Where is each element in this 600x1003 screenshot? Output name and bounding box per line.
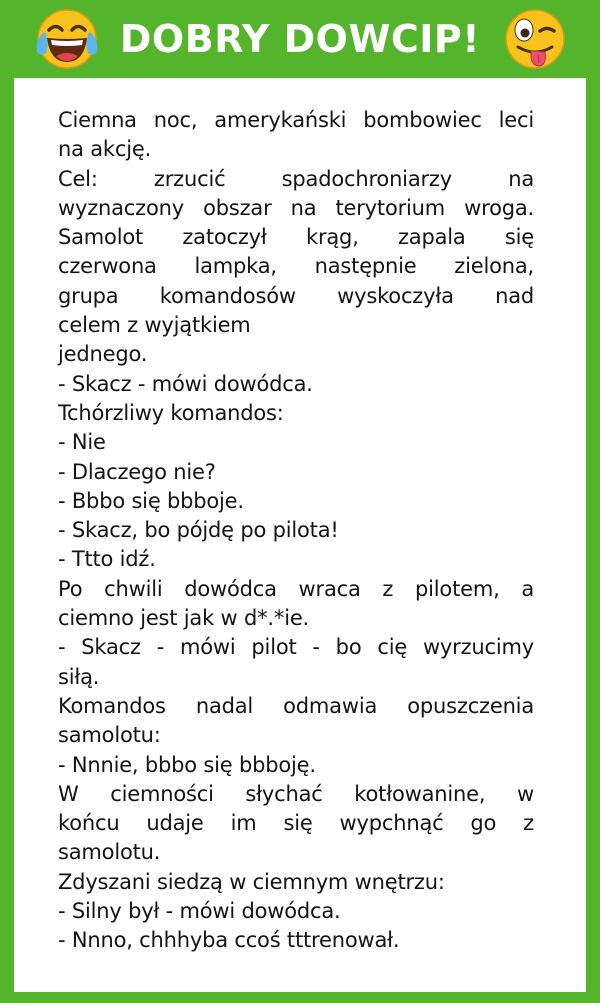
joke-line: ciemno jest jak w d*.*ie.: [58, 606, 310, 631]
joke-line: wyznaczony obszar na terytorium wroga.: [58, 195, 534, 220]
joke-line: - Bbbo się bbboje.: [58, 488, 244, 513]
joke-line: Samolot zatoczył krąg, zapala się: [58, 225, 534, 250]
joke-line: - Ttto idź.: [58, 547, 156, 572]
joke-line: - Nnno, chhhyba ccoś tttrenował.: [58, 928, 400, 953]
joke-line: grupa komandosów wyskoczyła nad: [58, 283, 534, 308]
joke-line: czerwona lampka, następnie zielona,: [58, 254, 534, 279]
joke-line: końcu udaje im się wypchnąć go z: [58, 811, 534, 836]
joke-line: na akcję.: [58, 137, 152, 162]
joke-line: jednego.: [58, 342, 148, 367]
joke-line: - Skacz - mówi pilot - bo cię wyrzucimy: [58, 635, 534, 660]
joke-line: samolotu.: [58, 840, 161, 865]
header-banner: [0, 0, 600, 78]
joke-line: Zdyszani siedzą w ciemnym wnętrzu:: [58, 869, 445, 894]
joke-line: Komandos nadal odmawia opuszczenia: [58, 693, 534, 718]
joke-line: Po chwili dowódca wraca z pilotem, a: [58, 576, 534, 601]
joke-line: - Skacz, bo pójdę po pilota!: [58, 518, 339, 543]
page-title: DOBRY DOWCIP!: [119, 17, 481, 61]
joke-line: - Nie: [58, 430, 106, 455]
joke-line: - Skacz - mówi dowódca.: [58, 371, 313, 396]
joke-line: - Nnnie, bbbo się bbboję.: [58, 752, 316, 777]
joke-line: Tchórzliwy komandos:: [58, 400, 284, 425]
joke-line: Ciemna noc, amerykański bombowiec leci: [58, 108, 534, 132]
joke-line: siłą.: [58, 664, 100, 689]
joke-line: Cel: zrzucić spadochroniarzy na: [58, 166, 534, 191]
joke-line: - Silny był - mówi dowódca.: [58, 899, 341, 924]
joke-line: W ciemności słychać kotłowanine, w: [58, 781, 534, 806]
joke-text: [58, 106, 534, 956]
joke-line: - Dlaczego nie?: [58, 459, 216, 484]
joke-line: celem z wyjątkiem: [58, 313, 251, 338]
winking-tongue-emoji-icon: [500, 3, 570, 73]
joke-line: samolotu:: [58, 723, 161, 748]
